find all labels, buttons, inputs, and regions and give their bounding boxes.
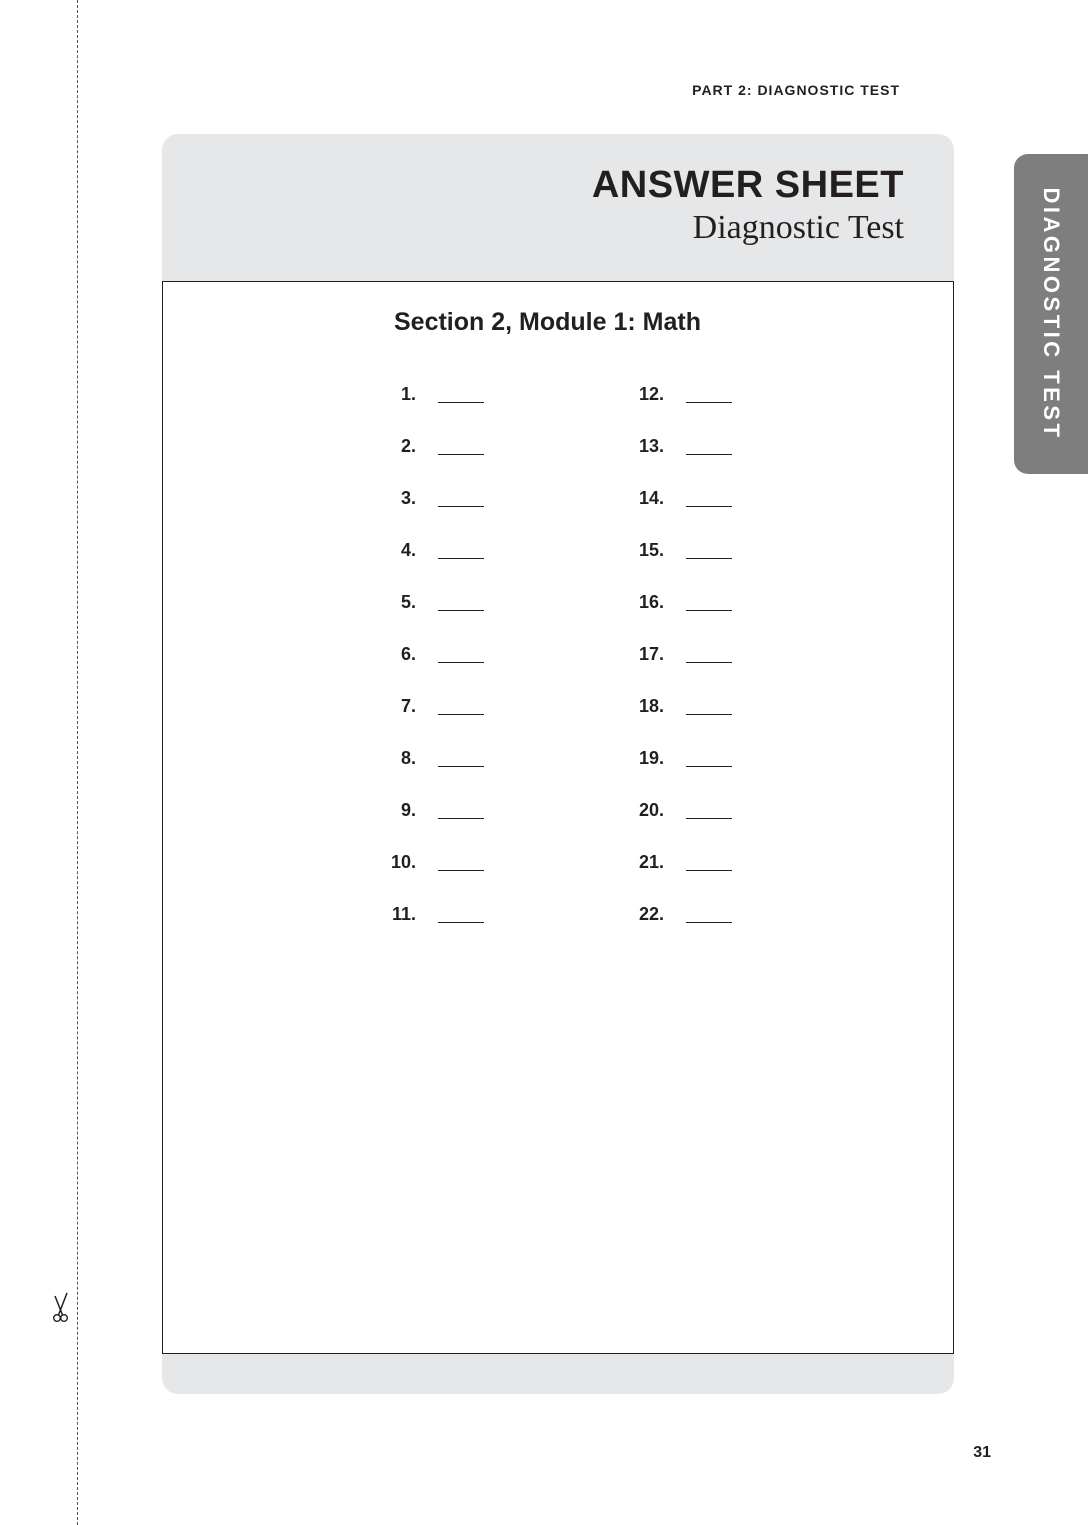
answer-blank[interactable] <box>438 870 484 871</box>
answer-blank[interactable] <box>686 766 732 767</box>
question-number: 15. <box>638 540 664 560</box>
question-number: 22. <box>638 904 664 924</box>
question-number: 9. <box>400 800 416 820</box>
cut-line <box>77 0 78 1525</box>
question-number: 6. <box>400 644 416 664</box>
question-number: 19. <box>638 748 664 768</box>
question-number: 1. <box>400 384 416 404</box>
question-number: 4. <box>400 540 416 560</box>
answer-sheet <box>162 134 954 1394</box>
answer-blank[interactable] <box>686 506 732 507</box>
answer-column-right <box>612 382 812 954</box>
answer-row <box>364 902 564 954</box>
answer-blank[interactable] <box>438 714 484 715</box>
answer-row <box>364 486 564 538</box>
sheet-title: ANSWER SHEET <box>591 164 904 206</box>
question-number: 16. <box>638 592 664 612</box>
question-number: 20. <box>638 800 664 820</box>
answer-row <box>612 902 812 954</box>
answer-blank[interactable] <box>438 662 484 663</box>
answer-row <box>364 590 564 642</box>
question-number: 2. <box>400 436 416 456</box>
answer-blank[interactable] <box>686 610 732 611</box>
answer-row <box>364 434 564 486</box>
answer-blank[interactable] <box>438 402 484 403</box>
answer-row <box>364 746 564 798</box>
answer-blank[interactable] <box>686 454 732 455</box>
question-number: 5. <box>400 592 416 612</box>
question-number: 10. <box>390 852 416 872</box>
question-number: 21. <box>638 852 664 872</box>
question-number: 14. <box>638 488 664 508</box>
section-heading: Section 2, Module 1: Math <box>394 308 701 336</box>
answer-blank[interactable] <box>438 454 484 455</box>
answer-blank[interactable] <box>438 922 484 923</box>
page-number: 31 <box>973 1444 991 1461</box>
question-number: 3. <box>400 488 416 508</box>
answer-blank[interactable] <box>686 818 732 819</box>
sheet-subtitle: Diagnostic Test <box>692 209 904 246</box>
running-head: PART 2: DIAGNOSTIC TEST <box>692 82 900 98</box>
answer-blank[interactable] <box>686 714 732 715</box>
answer-blank[interactable] <box>686 870 732 871</box>
answer-row <box>364 382 564 434</box>
answer-row <box>364 642 564 694</box>
answer-row <box>364 538 564 590</box>
answer-column-left <box>364 382 564 954</box>
question-number: 7. <box>400 696 416 716</box>
answer-row <box>612 642 812 694</box>
answer-row <box>612 850 812 902</box>
question-number: 12. <box>638 384 664 404</box>
question-number: 11. <box>391 904 416 924</box>
question-number: 18. <box>638 696 664 716</box>
answer-row <box>612 538 812 590</box>
answer-row <box>612 694 812 746</box>
answer-row <box>364 850 564 902</box>
scissors-icon <box>48 1290 76 1324</box>
answer-blank[interactable] <box>686 402 732 403</box>
question-number: 13. <box>638 436 664 456</box>
answer-blank[interactable] <box>438 766 484 767</box>
answer-blank[interactable] <box>438 610 484 611</box>
answer-blank[interactable] <box>686 922 732 923</box>
answer-row <box>612 382 812 434</box>
side-tab-label: DIAGNOSTIC TEST <box>1039 187 1064 441</box>
answer-row <box>612 590 812 642</box>
answer-row <box>612 798 812 850</box>
answer-row <box>612 434 812 486</box>
answer-row <box>612 486 812 538</box>
answer-blank[interactable] <box>438 506 484 507</box>
answer-blank[interactable] <box>686 662 732 663</box>
answer-blank[interactable] <box>686 558 732 559</box>
answer-row <box>364 798 564 850</box>
question-number: 8. <box>400 748 416 768</box>
answer-row <box>364 694 564 746</box>
question-number: 17. <box>638 644 664 664</box>
answer-box <box>162 281 954 1354</box>
answer-row <box>612 746 812 798</box>
answer-blank[interactable] <box>438 558 484 559</box>
answer-blank[interactable] <box>438 818 484 819</box>
